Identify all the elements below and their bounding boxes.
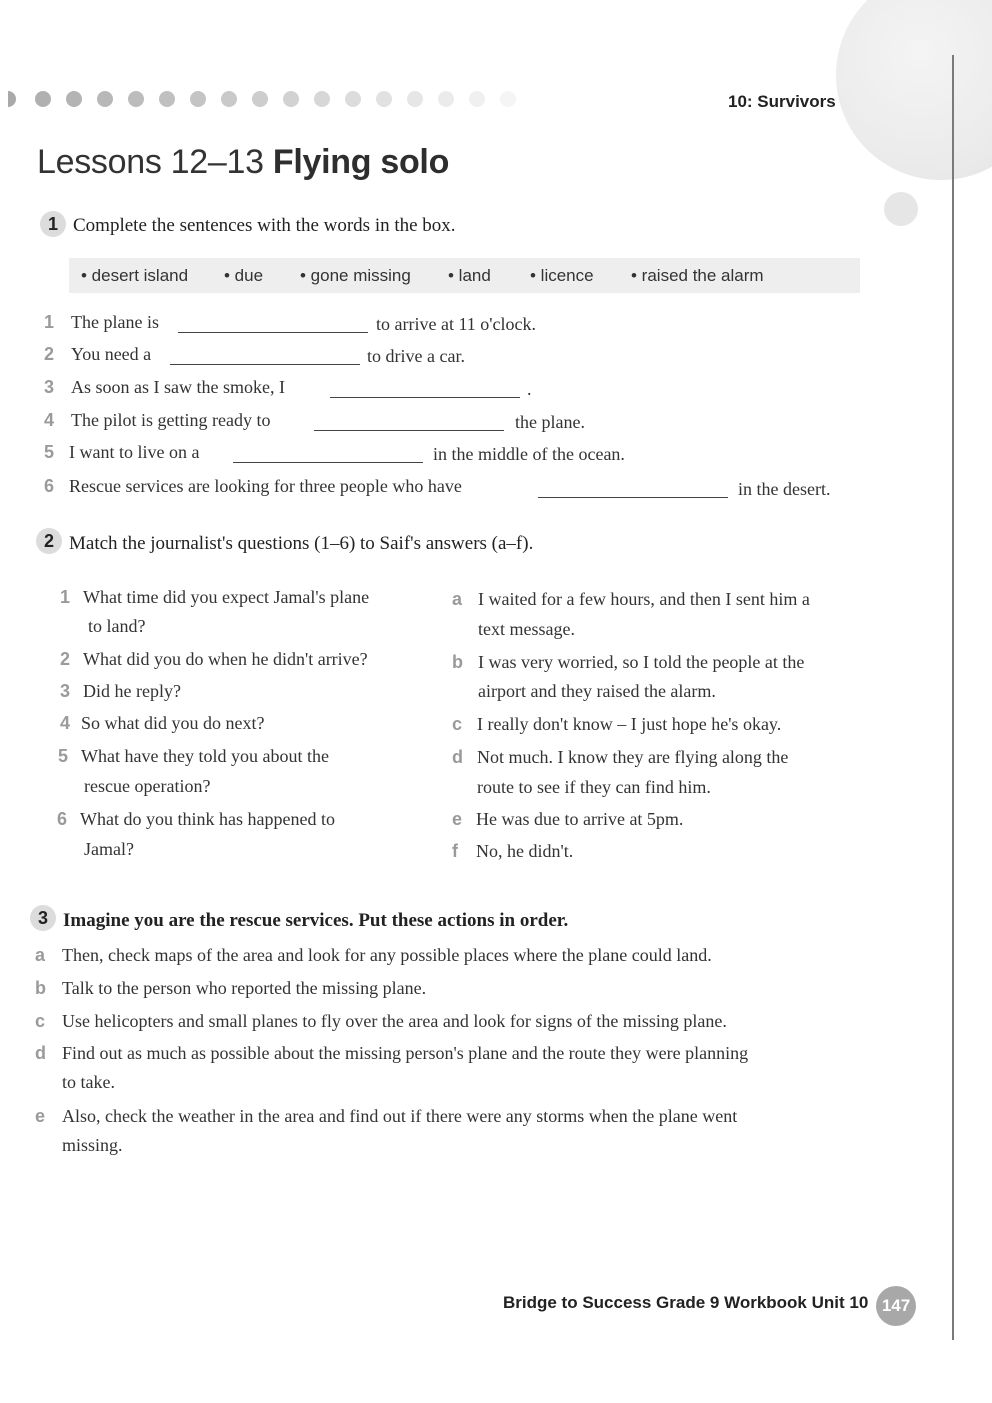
question-text: Did he reply? (83, 681, 181, 701)
answer-blank[interactable] (314, 430, 504, 431)
page-edge-rule (952, 55, 954, 1340)
footer-book-title: Bridge to Success Grade 9 Workbook Unit 10 (503, 1293, 869, 1312)
sentence-text: to drive a car. (367, 346, 465, 366)
answer-text: route to see if they can find him. (477, 777, 711, 797)
sentence-text: the plane. (515, 412, 585, 432)
question-text: rescue operation? (84, 776, 211, 796)
exercise-3-number: 3 (30, 905, 56, 931)
word-box-item: • land (448, 266, 491, 285)
unit-label: 10: Survivors (728, 92, 836, 111)
action-letter: a (35, 945, 46, 965)
answer-text: I waited for a few hours, and then I sent him a (478, 589, 810, 609)
answer-letter: c (452, 714, 463, 734)
answer-letter: b (452, 652, 463, 672)
question-text: Jamal? (84, 839, 134, 859)
exercise-2-instruction: Match the journalist's questions (1–6) to Saif's answers (a–f). (69, 533, 534, 554)
exercise-2-number: 2 (36, 528, 62, 554)
lesson-title: Flying solo (272, 143, 450, 181)
sentence-number: 5 (44, 442, 55, 462)
page-number: 147 (876, 1286, 916, 1326)
word-box-item: • raised the alarm (631, 266, 764, 285)
action-letter: c (35, 1011, 46, 1031)
answer-blank[interactable] (170, 364, 360, 365)
action-text: Find out as much as possible about the missing person's plane and the route they were planning (62, 1043, 749, 1063)
question-text: What did you do when he didn't arrive? (83, 649, 368, 669)
sentence-text: You need a (71, 344, 152, 364)
question-number: 2 (60, 649, 71, 669)
answer-text: No, he didn't. (476, 841, 574, 861)
sentence-text: I want to live on a (69, 442, 200, 462)
question-text: to land? (88, 616, 146, 636)
action-text: Also, check the weather in the area and find out if there were any storms when the plane went (62, 1106, 738, 1126)
question-text: What do you think has happened to (80, 809, 335, 829)
exercise-1-number: 1 (40, 211, 66, 237)
action-letter: d (35, 1043, 46, 1063)
sentence-number: 3 (44, 377, 55, 397)
answer-letter: f (452, 841, 458, 861)
sentence-text: The plane is (71, 312, 159, 332)
answer-blank[interactable] (538, 497, 728, 498)
lesson-prefix: Lessons 12–13 (37, 143, 264, 181)
answer-text: Not much. I know they are flying along the (477, 747, 789, 767)
word-box-item: • due (224, 266, 264, 285)
sentence-text: As soon as I saw the smoke, I (71, 377, 285, 397)
page-title (37, 143, 449, 182)
exercise-3-instruction: Imagine you are the rescue services. Put these actions in order. (63, 910, 569, 931)
word-box-item: • gone missing (300, 266, 411, 285)
sentence-text: to arrive at 11 o'clock. (376, 314, 537, 334)
action-text: Talk to the person who reported the missing plane. (62, 978, 427, 998)
action-text: to take. (62, 1072, 115, 1092)
word-box (69, 258, 860, 293)
action-letter: b (35, 978, 46, 998)
question-number: 1 (60, 587, 71, 607)
sentence-text: in the desert. (738, 479, 831, 499)
sentence-text: Rescue services are looking for three people who have (69, 476, 462, 496)
answer-text: text message. (478, 619, 575, 639)
answer-letter: d (452, 747, 463, 767)
answer-text: airport and they raised the alarm. (478, 681, 716, 701)
answer-text: I was very worried, so I told the people at the (478, 652, 805, 672)
decorative-circle (836, 0, 992, 180)
question-number: 3 (60, 681, 71, 701)
decorative-circle-small (884, 192, 918, 226)
question-text: What have they told you about the (81, 746, 329, 766)
sentence-number: 1 (44, 312, 55, 332)
sentence-text: in the middle of the ocean. (433, 444, 625, 464)
sentence-number: 2 (44, 344, 55, 364)
answer-letter: a (452, 589, 463, 609)
question-number: 6 (57, 809, 68, 829)
sentence-text: The pilot is getting ready to (71, 410, 271, 430)
question-text: So what did you do next? (81, 713, 265, 733)
sentence-number: 4 (44, 410, 55, 430)
question-number: 4 (60, 713, 71, 733)
exercise-1-instruction: Complete the sentences with the words in the box. (73, 215, 456, 236)
action-text: missing. (62, 1135, 123, 1155)
action-letter: e (35, 1106, 46, 1126)
action-text: Use helicopters and small planes to fly over the area and look for signs of the missing plane. (62, 1011, 727, 1031)
question-text: What time did you expect Jamal's plane (83, 587, 370, 607)
sentence-text: . (527, 379, 532, 399)
answer-letter: e (452, 809, 463, 829)
answer-text: He was due to arrive at 5pm. (476, 809, 684, 829)
answer-blank[interactable] (178, 332, 368, 333)
answer-text: I really don't know – I just hope he's okay. (477, 714, 782, 734)
answer-blank[interactable] (330, 397, 520, 398)
sentence-number: 6 (44, 476, 55, 496)
action-text: Then, check maps of the area and look for any possible places where the plane could land. (62, 945, 712, 965)
answer-blank[interactable] (233, 462, 423, 463)
word-box-item: • licence (530, 266, 594, 285)
word-box-item: • desert island (81, 266, 189, 285)
question-number: 5 (58, 746, 69, 766)
